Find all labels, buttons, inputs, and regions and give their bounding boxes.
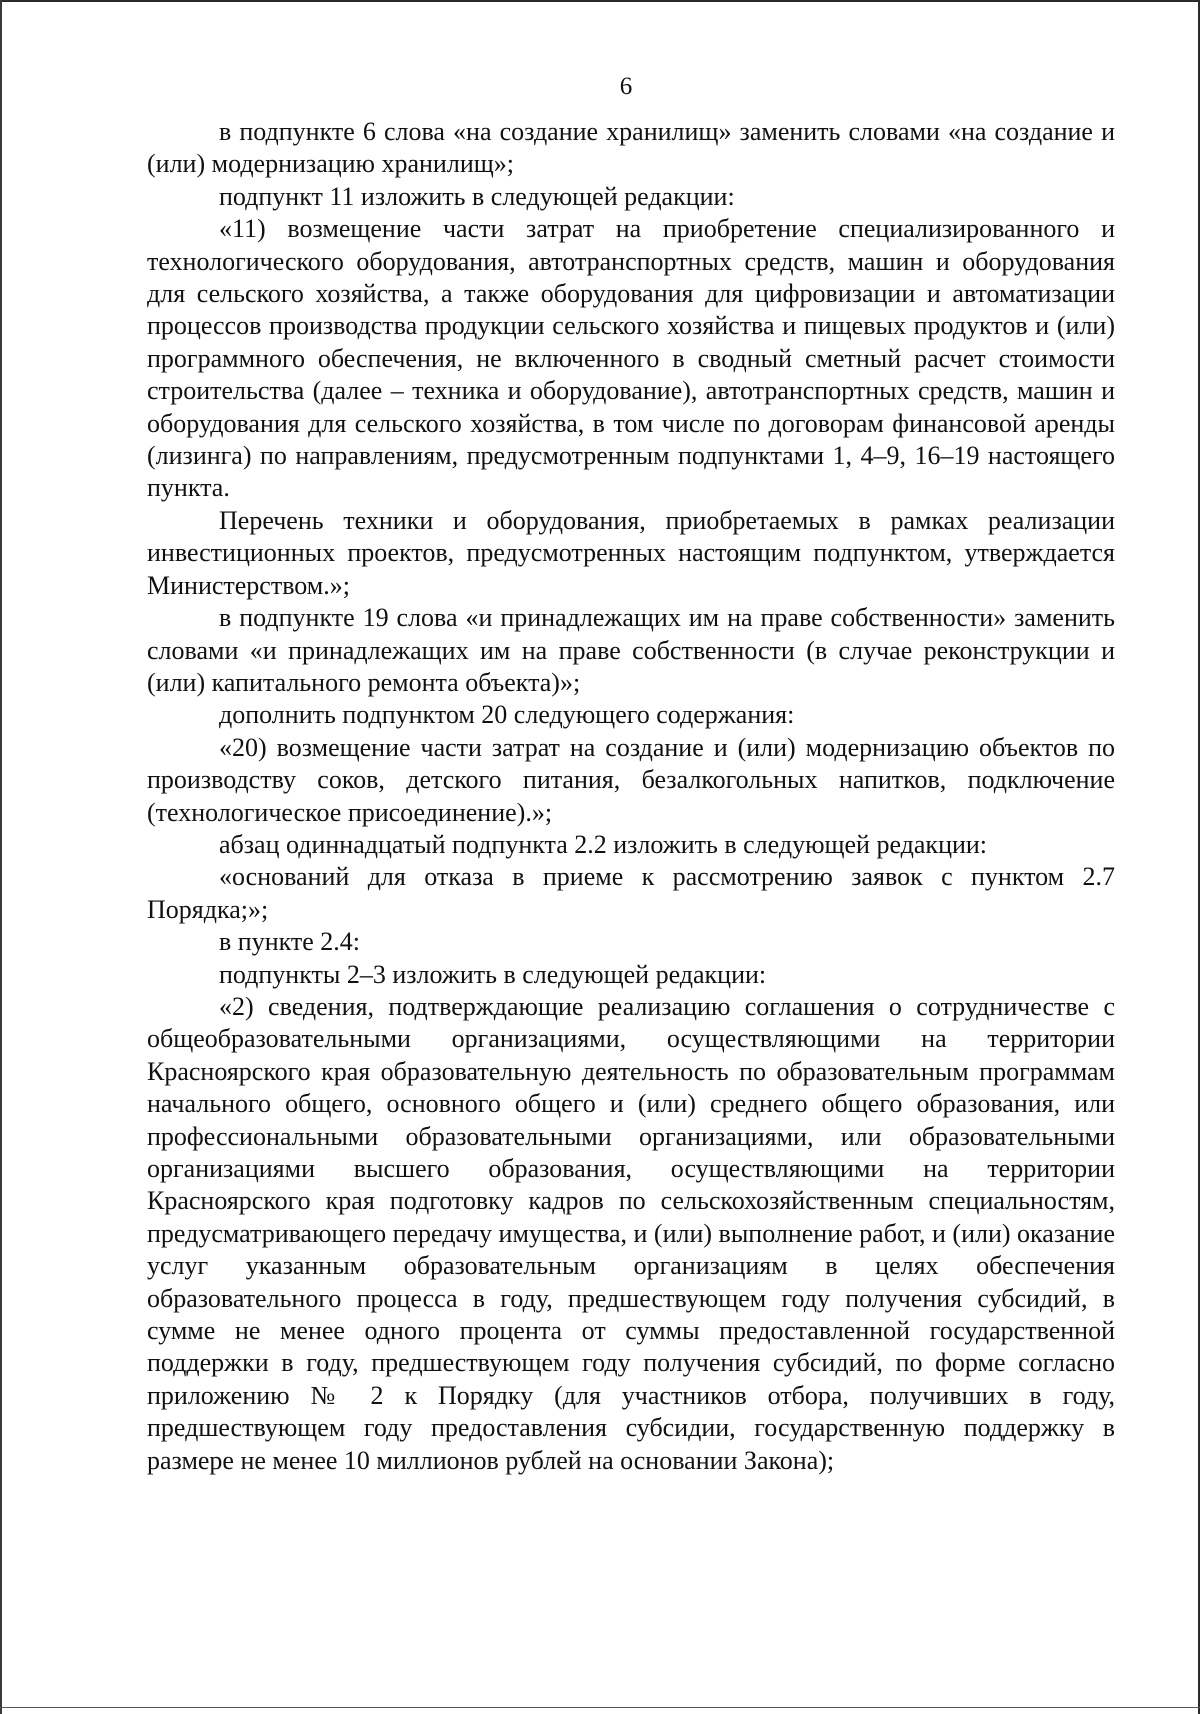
paragraph-9: «оснований для отказа в приеме к рассмотрению заявок с пунктом 2.7 Порядка;»; [147,862,1115,924]
paragraph-4: Перечень техники и оборудования, приобретаемых в рамках реализации инвестиционных проектов, предусмотренных настоящим подпунктом, утверждается Министерством.»; [147,505,1115,600]
paragraph-12: «2) сведения, подтверждающие реализацию соглашения о сотрудничестве с общеобразовательными организациями, осуществляющими на территории Красноярского края образовательную деятельность по образовательным программам начального общего, основного общего и (или) среднего общего образования, или профессиональными образовательными организациями, или образовательными организациями высшего образования, осуществляющими на территории Красноярского края подготовку кадров по сельскохозяйственным специальностям, предусматривающего передачу имущества, и (или) выполнение работ, и (или) оказание услуг указанным образовательным организациям в целях обеспечения образовательного процесса в году, предшествующем году получения субсидий, в сумме не менее одного процента от суммы предоставленной государственной поддержки в году, предшествующем году получения субсидий, по форме согласно приложению № 2 к Порядку (для участников отбора, получивших в году, предшествующем году предоставления субсидии, государственную поддержку в размере не менее 10 миллионов рублей на основании Закона); [147,991,1115,1475]
scan-edge-bottom [0,1707,1200,1708]
document-body [147,116,1115,1477]
paragraph-1: в подпункте 6 слова «на создание хранилищ» заменить словами «на создание и (или) модернизацию хранилищ»; [147,117,1115,179]
scan-edge-top [0,0,1200,2]
paragraph-8: абзац одиннадцатый подпункта 2.2 изложить в следующей редакции: [219,829,988,859]
scan-edge-left [0,0,2,1714]
paragraph-11: подпункты 2–3 изложить в следующей редакции: [219,959,767,989]
paragraph-2: подпункт 11 изложить в следующей редакции: [219,181,735,211]
paragraph-6: дополнить подпунктом 20 следующего содержания: [219,700,795,730]
paragraph-7: «20) возмещение части затрат на создание и (или) модернизацию объектов по производству соков, детского питания, безалкогольных напитков, подключение (технологическое присоединение).»; [147,732,1115,827]
paragraph-3: «11) возмещение части затрат на приобретение специализированного и технологического оборудования, автотранспортных средств, машин и оборудования для сельского хозяйства, а также оборудования для цифровизации и автоматизации процессов производства продукции сельского хозяйства и пищевых продуктов и (или) программного обеспечения, не включенного в сводный сметный расчет стоимости строительства (далее – техника и оборудование), автотранспортных средств, машин и оборудования для сельского хозяйства, в том числе по договорам финансовой аренды (лизинга) по направлениям, предусмотренным подпунктами 1, 4–9, 16–19 настоящего пункта. [147,214,1115,503]
paragraph-5: в подпункте 19 слова «и принадлежащих им на праве собственности» заменить словами «и принадлежащих им на праве собственности (в случае реконструкции и (или) капитального ремонта объекта)»; [147,603,1115,697]
paragraph-10: в пункте 2.4: [219,927,361,957]
page-number: 6 [619,73,633,100]
